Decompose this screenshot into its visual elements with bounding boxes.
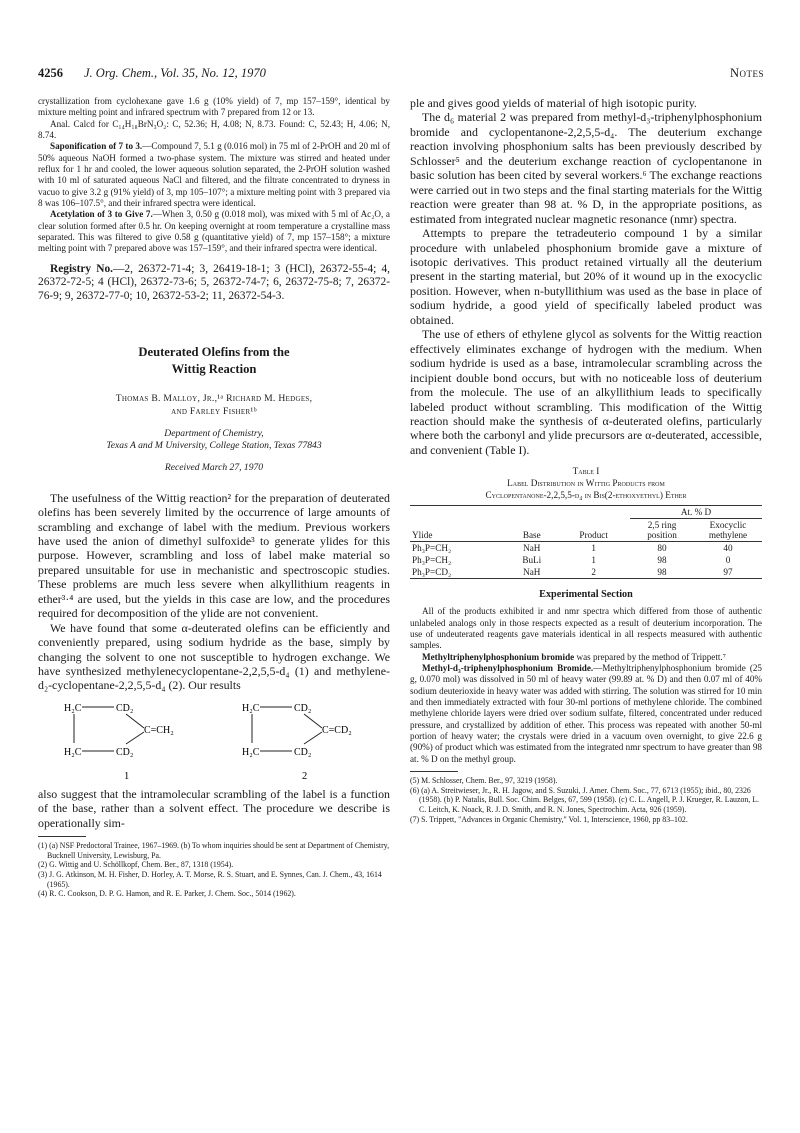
experimental-paragraph-3: [410, 663, 762, 765]
structures-drawing: [38, 697, 390, 785]
cell-ylide: Ph₃P=CD₂: [412, 567, 452, 578]
acetylation-paragraph: [38, 209, 390, 254]
s2-top-right: CD₂: [294, 702, 312, 714]
s2-bottom-right: CD₂: [294, 746, 312, 758]
s2-label: 2: [302, 770, 308, 782]
table-title-line-2: Cyclopentanone-2,2,5,5-d₄ in Bis(2-ethoxyethyl) Ether: [485, 490, 687, 501]
s1-bottom-left: H₂C: [64, 746, 82, 758]
cell-exocyclic: 40: [723, 543, 733, 554]
body-paragraph-2: We have found that some α-deuterated olefins can be efficiently and conveniently prepared, using sodium hydride as the base, simply by changing the solvent to one not susceptible to hydrogen exchange. We have synthesized methylenecyclopentane-2,2,5,5-d₄ (1) and methylene-d₂-cyclopentane-2,2,5,5-d₄ (2). Our results: [38, 620, 390, 693]
title-line-2: Wittig Reaction: [171, 361, 257, 376]
table-row: [410, 554, 762, 566]
cell-ring: 80: [657, 543, 667, 554]
left-column: [38, 96, 390, 899]
col-ylide: Ylide: [412, 530, 433, 541]
saponification-heading: Saponification of 7 to 3.: [50, 141, 143, 152]
registry-paragraph: [38, 263, 390, 304]
s1-bottom-right: CD₂: [116, 746, 134, 758]
s1-bond-upper-right: [126, 714, 144, 728]
table-number: Table I: [572, 466, 600, 477]
footnote-rule-right: [410, 771, 458, 772]
experimental-paragraph-2: [410, 652, 762, 663]
right-paragraph-2: Attempts to prepare the tetradeuterio compound 1 by a similar procedure with unlabeled phosphonium bromide gave a mixture of isotopic derivatives. This product retained virtually all the deuterium present in the starting material, but 20% of it wound up in the exocyclic position. However, when n-butyllithium was used as the base in place of sodium hydride, a good yield of specifically labeled product was obtained.: [410, 226, 762, 327]
structure-1: [64, 703, 174, 782]
cell-base: NaH: [523, 543, 541, 554]
cell-ring: 98: [657, 555, 667, 566]
right-paragraph-3: The use of ethers of ethylene glycol as solvents for the Wittig reaction effectively eliminates exchange of hydrogen with the medium. When sodium hydride is used as a base, intramolecular scrambling across the incipient double bond occurs, but with no noticeable loss of deuterium from the molecule. The use of an alkyllithium leads to specifically labeled product without scrambling. This modification of the Wittig reaction should make the synthesis of α-deuterated olefins, particularly where both the carbonyl and ylide precursors are α-deuterated, accessible, and convenient (Table I).: [410, 327, 762, 457]
s1-top-left: H₂C: [64, 702, 82, 714]
cell-ylide: Ph₃P=CH₂: [412, 543, 452, 554]
right-column: [410, 96, 762, 824]
saponification-text: —Compound 7, 5.1 g (0.016 mol) in 75 ml of 2-PrOH and 20 ml of 50% aqueous NaOH formed a two-phase system. The mixture was stirred and heated under reflux for 1 hr and cooled, the lower aqueous solution separated, the 2-PrOH solution washed with 10 ml of saturated aqueous NaCl and filtered, and the filtrate concentrated to dryness in vacuo to give 3.2 g (91% yield) of 3, mp 105–107°; a mixture melting point with 3 prepared via 8 was 106–107.5°, and their infrared spectra were identical.: [38, 141, 390, 209]
body-paragraph-3: also suggest that the intramolecular scrambling of the label is a function of the base, rather than a solvent effect. The procedure we describe is operationally sim-: [38, 786, 390, 830]
label-distribution-table: [410, 505, 762, 579]
cell-base: BuLi: [522, 555, 542, 566]
acetylation-text: —When 3, 0.50 g (0.018 mol), was mixed with 5 ml of Ac₂O, a clear solution formed after 0.5 hr. On keeping overnight at room temperature a crystalline mass separated. This was filtered to give 0.58 g (quantitative yield) of 7, mp 157–158°; a mixture melting point with 7 prepared above was 157–159°, and their infrared spectra were identical.: [38, 209, 390, 254]
journal-citation: J. Org. Chem., Vol. 35, No. 12, 1970: [84, 66, 266, 80]
footnote-2: (2) G. Wittig and U. Schöllkopf, Chem. Ber., 87, 1318 (1954).: [38, 860, 234, 870]
affiliation-line-2: Texas A and M University, College Station, Texas 77843: [106, 439, 322, 451]
saponification-paragraph: [38, 141, 390, 209]
table-header-row: [410, 519, 762, 542]
analysis-text: Anal. Calcd for C₁₄H₁₈BrN₃O₂: C, 52.36; H, 4.08; N, 8.73. Found: C, 52.43; H, 4.06; N, 8.74.: [38, 118, 390, 141]
structure-2: [242, 703, 352, 782]
experimental-paragraph-1: All of the products exhibited ir and nmr spectra which differed from those of authentic unlabeled analogs only in those respects expected as a result of deuterium incorporation. The use of undeuterated reagents gave materials identical in all respects measured with authentic samples.: [410, 606, 762, 651]
received-date: Received March 27, 1970: [164, 461, 264, 473]
article-authors: [38, 392, 390, 418]
cell-product: 1: [591, 543, 596, 554]
table-row: [410, 542, 762, 554]
s1-exocyclic: C=CH₂: [144, 724, 174, 736]
page-header: [38, 66, 764, 86]
acetylation-heading: Acetylation of 3 to Give 7.: [50, 209, 153, 220]
right-paragraph-1: The d₆ material 2 was prepared from methyl-d₃-triphenylphosphonium bromide and cyclopentanone-2,2,5,5-d₄. The deuterium exchange reaction involving phosphonium salts has been previously described by Schlosser⁵ and the deuterium exchange reaction of cyclopentanone in basic solution has been cited by several workers.⁶ The exchange reactions were carried out in two steps and the final starting materials for the Wittig reaction were greater than 98 at. % D, in the appropriate positions, as estimated from integrated nuclear magnetic resonance (nmr) spectra.: [410, 110, 762, 226]
table-group-header-row: [410, 506, 762, 519]
footnote-5: (5) M. Schlosser, Chem. Ber., 97, 3219 (1958).: [410, 776, 558, 786]
section-name: Notes: [729, 66, 764, 80]
footnote-7: (7) S. Trippett, "Advances in Organic Chemistry," Vol. 1, Interscience, 1960, pp 83–102.: [410, 814, 688, 824]
e2-text: was prepared by the method of Trippett.⁷: [574, 651, 726, 662]
s2-top-left: H₂C: [242, 702, 260, 714]
article-title: [38, 344, 390, 378]
table-row: [410, 566, 762, 578]
s2-bond-lower-right: [304, 732, 322, 744]
s1-top-right: CD₂: [116, 702, 134, 714]
footnote-4: (4) R. C. Cookson, D. P. G. Hamon, and R. E. Parker, J. Chem. Soc., 5014 (1962).: [38, 889, 296, 899]
registry-text: —2, 26372-71-4; 3, 26419-18-1; 3 (HCl), 26372-55-4; 4, 26372-72-5; 4 (HCl), 26372-73-6; 5, 26372-74-7; 6, 26372-75-8; 7, 26372-76-9; 9, 26372-77-0; 10, 26372-53-2; 11, 26372-54-3.: [38, 262, 390, 302]
col-base: Base: [522, 530, 541, 541]
table-title-line-1: Label Distribution in Wittig Products from: [507, 478, 665, 489]
footnote-1: (1) (a) NSF Predoctoral Trainee, 1967–1969. (b) To whom inquiries should be sent at Department of Chemistry, Bucknell University, Lewisburg, Pa.: [38, 841, 390, 860]
col-product: Product: [579, 530, 608, 541]
right-paragraph-0: ple and gives good yields of material of high isotopic purity.: [410, 96, 697, 110]
title-line-1: Deuterated Olefins from the: [138, 344, 290, 359]
s1-label: 1: [124, 770, 130, 782]
prev-article-end: crystallization from cyclohexane gave 1.6 g (10% yield) of 7, mp 157–159°, identical by mixture melting point and infrared spectrum with 7 prepared from 12 or 13.: [38, 96, 390, 118]
s2-bond-upper-right: [304, 714, 322, 728]
cell-ylide: Ph₃P=CH₂: [412, 555, 452, 566]
table-caption: [410, 465, 762, 501]
s1-bond-lower-right: [126, 732, 144, 744]
col-exocyclic: Exocyclic methylene: [708, 520, 748, 541]
page-number: 4256: [38, 66, 63, 80]
e3-text: —Methyltriphenylphosphonium bromide (25 g, 0.070 mol) was dissolved in 50 ml of heavy water (99.89 at. % D) and then 0.07 ml of 40% sodium deuterioxide in heavy water was added with stirring. The solution was stirred for 10 min and then immediately extracted with four 30-ml portions of methylene chloride. The combined methylene chloride layers were dried over sodium sulfate, filtered, concentrated under reduced pressure, and crystallized by addition of ether. This process was repeated with another 50-ml portion of heavy water; the crystals were dried in a vacuum oven overnight, to give 22.6 g (90%) of product which was estimated from the integrated nmr spectrum to have greater than 98 at. % D on the methyl group.: [410, 663, 762, 764]
cell-ring: 98: [657, 567, 667, 578]
experimental-heading: Experimental Section: [539, 589, 633, 601]
cell-exocyclic: 0: [725, 555, 731, 566]
footnote-rule: [38, 836, 86, 837]
registry-heading: Registry No.: [50, 262, 114, 275]
col-ring-position: 2,5 ring position: [647, 520, 677, 541]
footnote-6: (6) (a) A. Streitwieser, Jr., R. H. Jagow, and S. Suzuki, J. Amer. Chem. Soc., 77, 6713 (1955); ibid., 80, 2326 (1958). (b) P. Natalis, Bull. Soc. Chim. Belges, 67, 599 (1958). (c) C. L. Angell, P. J. Krueger, R. Lauzon, L. C. Leitch, K. Noack, R. J. D. Smith, and R. N. Jones, Spectrochim. Acta, 926 (1959).: [410, 785, 759, 814]
body-paragraph-1: The usefulness of the Wittig reaction² for the preparation of deuterated olefins has been severely limited by the occurrence of large amounts of scrambling and exchange of label with the medium. Previous workers have used the anion of dimethyl sulfoxide³ to generate ylides for this purpose. However, scrambling and loss of label make material so prepared unsuitable for use in mechanistic and spectroscopic studies. These problems are much less severe when alkyllithium reagents in ether³·⁴ are used, but the yields in this case are low, and the procedures required for decomposition of the ylide are not convenient.: [38, 490, 390, 621]
cell-exocyclic: 97: [723, 567, 733, 578]
cell-base: NaH: [523, 567, 541, 578]
group-header: At. % D: [630, 506, 762, 519]
authors-line-1: Thomas B. Malloy, Jr.,¹ᵃ Richard M. Hedges,: [115, 392, 313, 404]
cell-product: 1: [591, 555, 596, 566]
affiliation-line-1: Department of Chemistry,: [164, 427, 264, 439]
e2-heading: Methyltriphenylphosphonium bromide: [422, 651, 575, 662]
s2-bottom-left: H₂C: [242, 746, 260, 758]
affiliation: [38, 428, 390, 452]
cell-product: 2: [591, 567, 596, 578]
e3-heading: Methyl-d₃-triphenylphosphonium Bromide.: [422, 663, 594, 674]
footnote-3: (3) J. G. Atkinson, M. H. Fisher, D. Horley, A. T. Morse, R. S. Stuart, and E. Synnes, Can. J. Chem., 43, 1614 (1965).: [38, 870, 382, 889]
authors-line-2: and Farley Fisher¹ᵇ: [171, 405, 257, 417]
chemical-structures: [38, 697, 390, 785]
s2-exocyclic: C=CD₂: [322, 724, 352, 736]
